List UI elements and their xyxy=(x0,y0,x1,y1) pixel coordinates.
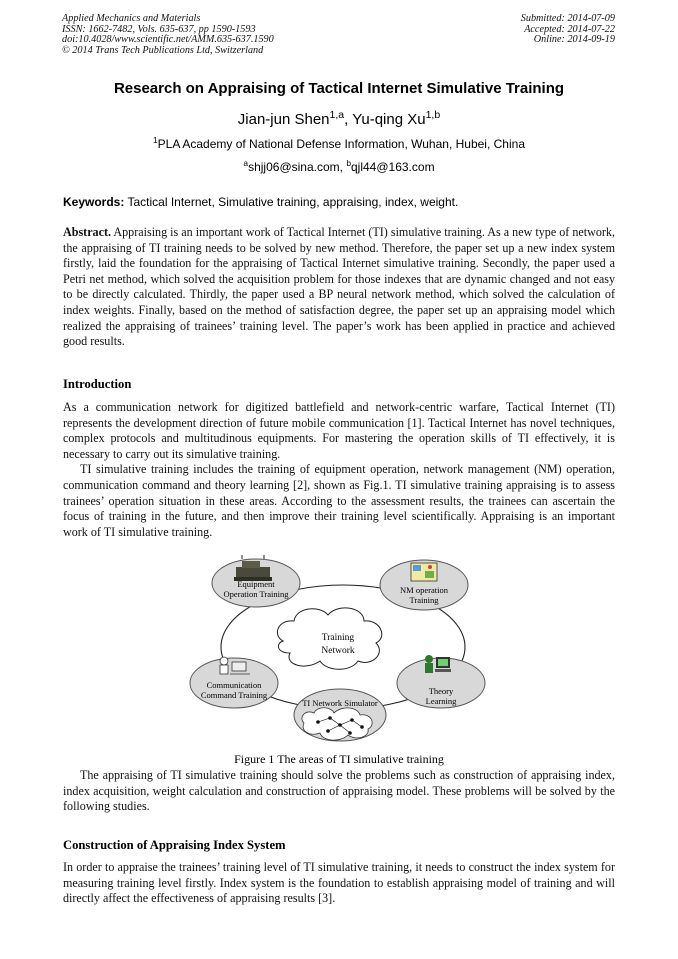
author-separator: , xyxy=(344,111,353,128)
nm-label-1: NM operation xyxy=(400,585,448,595)
communication-label-1: Communication xyxy=(206,680,262,690)
email-1-sup: a xyxy=(243,158,249,168)
student-computer-icon xyxy=(425,655,451,673)
intro-paragraph-1: As a communication network for digitized battlefield and network-centric warfare, Tactical Internet (TI) represents the development direction of future mobile communication [1]. Tactical Internet has novel techniques, complex protocols and multitudinous equipments. For mastering the operation skills of TI effectively, it is necessary to carry out its simulative training. xyxy=(63,400,615,461)
cloud-label-1: Training xyxy=(321,633,355,643)
abstract xyxy=(63,225,615,350)
emails xyxy=(0,160,678,174)
affiliation xyxy=(0,137,678,151)
after-figure-body xyxy=(63,768,615,815)
author-1-sup: 1,a xyxy=(329,109,345,121)
email-2-sup: b xyxy=(346,158,351,168)
affiliation-sup: 1 xyxy=(153,135,158,145)
keywords xyxy=(63,195,458,209)
intro-body xyxy=(63,400,615,540)
accepted-date: Accepted: 2014-07-22 xyxy=(524,23,615,35)
figure-1-diagram xyxy=(180,555,510,745)
author-2: Yu-qing Xu xyxy=(352,111,426,128)
dates-info xyxy=(521,14,615,46)
nm-label-2: Training xyxy=(409,595,439,605)
abstract-label: Abstract. xyxy=(63,225,112,239)
construction-heading: Construction of Appraising Index System xyxy=(63,838,286,852)
email-1: shjj06@sina.com, xyxy=(248,160,347,174)
issn-line: ISSN: 1662-7482, Vols. 635-637, pp 1590-1593 xyxy=(62,23,256,35)
after-figure-paragraph: The appraising of TI simulative training should solve the problems such as construction of appraising index, index acquisition, weight calculation and construction of appraising model. These problems will be solved by the following studies. xyxy=(63,768,615,814)
affiliation-text: PLA Academy of National Defense Information, Wuhan, Hubei, China xyxy=(157,137,525,151)
submitted-date: Submitted: 2014-07-09 xyxy=(520,13,615,24)
equipment-label-1: Equipment xyxy=(237,579,275,589)
figure-1-caption: Figure 1 The areas of TI simulative training xyxy=(234,752,444,766)
theory-label-2: Learning xyxy=(425,696,457,706)
keywords-label: Keywords: xyxy=(63,195,125,209)
simulator-label: TI Network Simulator xyxy=(302,698,378,708)
author-2-sup: 1,b xyxy=(425,109,441,121)
copyright-line: © 2014 Trans Tech Publications Ltd, Switzerland xyxy=(62,44,264,56)
equipment-label-2: Operation Training xyxy=(223,589,289,599)
intro-paragraph-2: TI simulative training includes the training of equipment operation, network management (NM) operation, communication command and theory learning [2], shown as Fig.1. TI simulative training appraising is to assess trainees’ operation situation in these areas. According to the assessment results, the trainees can ascertain the focus of training in the future, and then improve their training level scientifically. Appraising is an important work of TI simulative training. xyxy=(63,462,615,539)
construction-paragraph: In order to appraise the trainees’ training level of TI simulative training, it needs to construct the index system for measuring training level firstly. Index system is the foundation to establish appraising model of training and will directly affect the effectiveness of appraising results [3]. xyxy=(63,860,615,906)
cloud-label-2: Network xyxy=(321,646,355,656)
online-date: Online: 2014-09-19 xyxy=(533,34,615,45)
theory-label-1: Theory xyxy=(428,686,454,696)
journal-info xyxy=(62,14,274,56)
map-icon xyxy=(411,563,437,581)
journal-name: Applied Mechanics and Materials xyxy=(62,13,201,24)
doi-line: doi:10.4028/www.scientific.net/AMM.635-637.1590 xyxy=(62,34,274,45)
communication-label-2: Command Training xyxy=(200,690,268,700)
authors xyxy=(0,111,678,128)
author-1: Jian-jun Shen xyxy=(237,111,330,128)
abstract-text: Appraising is an important work of Tactical Internet (TI) simulative training. As a new type of network, the appraising of TI training needs to be solved by new method. Therefore, the paper set up a new index system firstly, laid the foundation for the appraising of Tactical Internet simulative training. Secondly, the paper used a Petri net method, which solved the acquisition problem for those indexes that are dynamic changed and not easy to be directly calculated. Thirdly, the paper used a BP neural network method, which solved the calculation of index weights. Finally, based on the method of satisfaction degree, the paper set up an appraising model which realized the appraising of trainees’ training level. The paper’s work has been applied in practice and achieved good results. xyxy=(63,225,615,349)
keywords-text: Tactical Internet, Simulative training, appraising, index, weight. xyxy=(124,195,459,209)
paper-title: Research on Appraising of Tactical Internet Simulative Training xyxy=(113,80,565,97)
construction-body xyxy=(63,860,615,907)
email-2: qjl44@163.com xyxy=(351,160,435,174)
intro-heading: Introduction xyxy=(63,377,132,391)
